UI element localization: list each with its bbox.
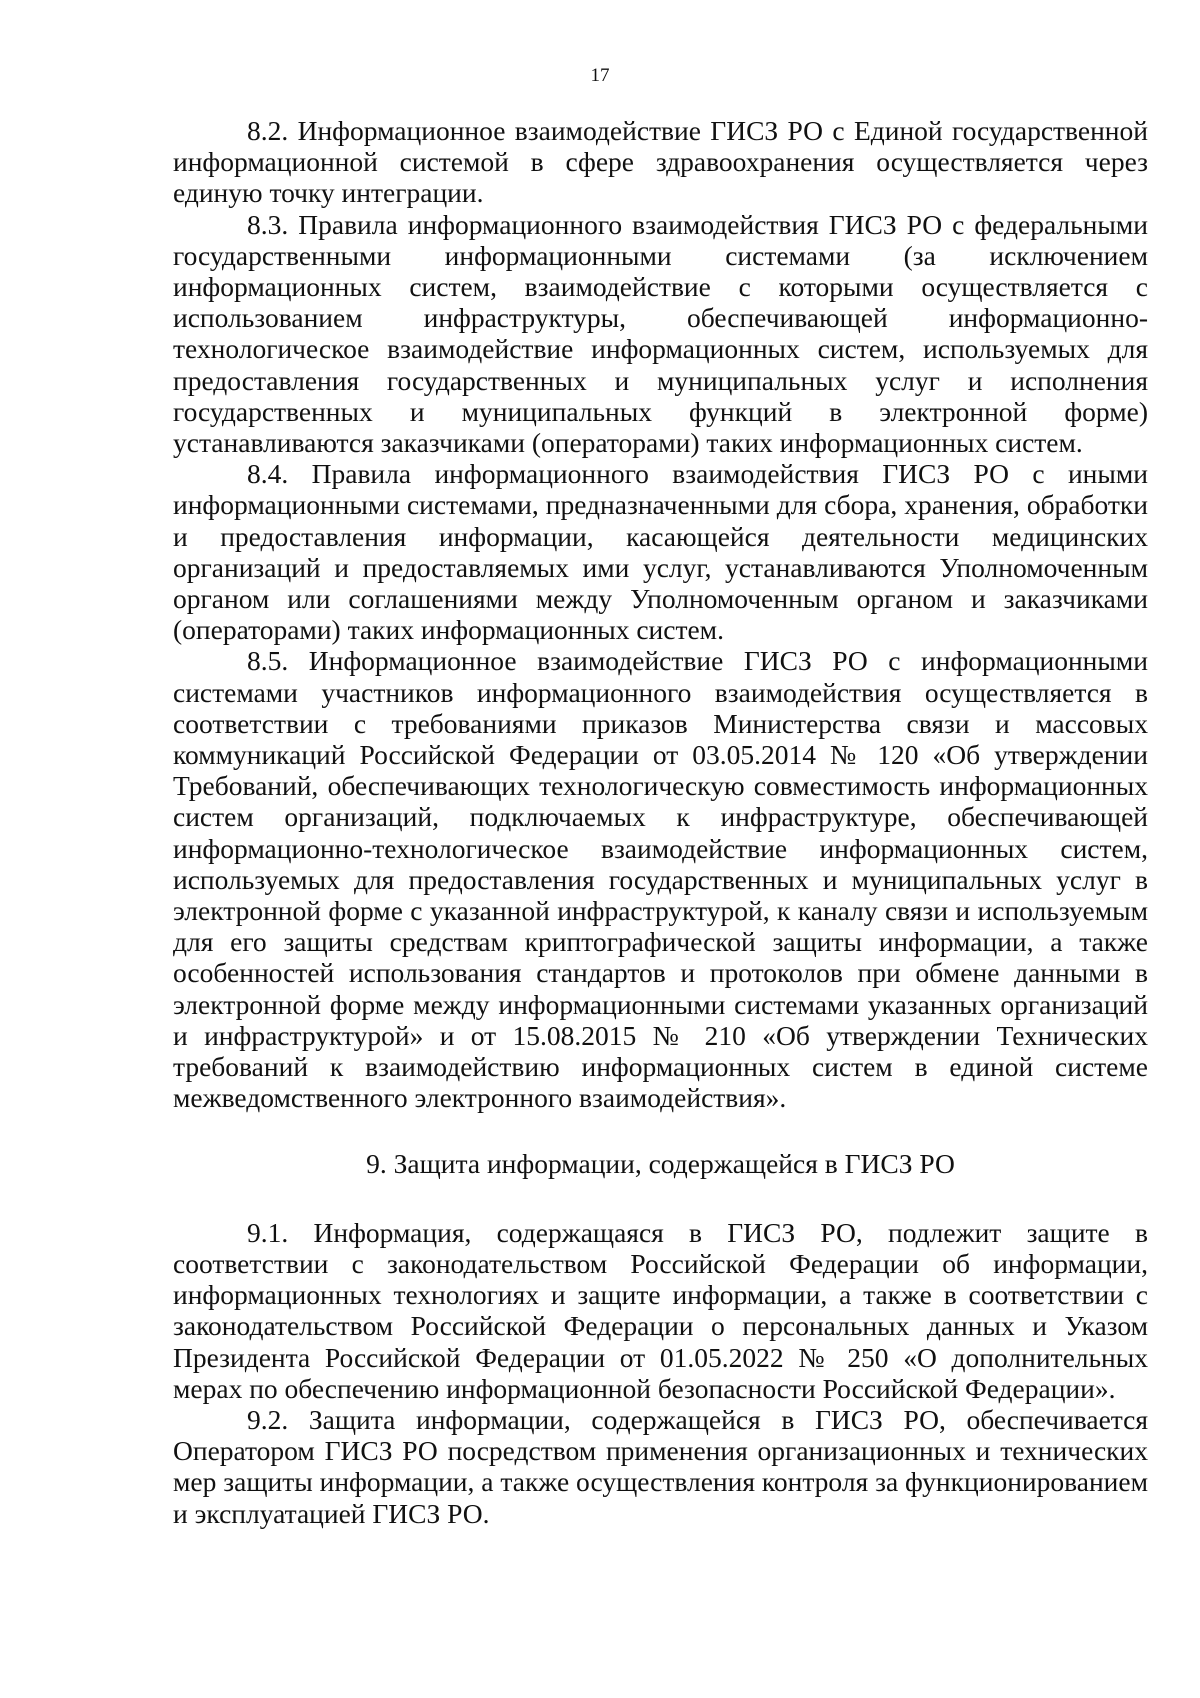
- paragraph-9-2: 9.2. Защита информации, содержащейся в ГИСЗ РО, обеспечивается Оператором ГИСЗ РО посредством применения организационных и технических мер защиты информации, а также осуществления контроля за функционированием и эксплуатацией ГИСЗ РО.: [173, 1403, 1148, 1529]
- paragraph-8-4: 8.4. Правила информационного взаимодействия ГИСЗ РО с иными информационными системами, предназначенными для сбора, хранения, обработки и предоставления информации, касающейся деятельности медицинских организаций и предоставляемых ими услуг, устанавливаются Уполномоченным органом или соглашениями между Уполномоченным органом и заказчиками (операторами) таких информационных систем.: [173, 458, 1148, 646]
- paragraph-8-3: 8.3. Правила информационного взаимодействия ГИСЗ РО с федеральными государственными информационными системами (за исключением информационных систем, взаимодействие с которыми осуществляется с использованием инфраструктуры, обеспечивающей информационно-технологическое взаимодействие информационных систем, используемых для предоставления государственных и муниципальных услуг и исполнения государственных и муниципальных функций в электронной форме) устанавливаются заказчиками (операторами) таких информационных систем.: [173, 208, 1148, 459]
- paragraph-8-5: 8.5. Информационное взаимодействие ГИСЗ РО с информационными системами участников информационного взаимодействия осуществляется в соответствии с требованиями приказов Министерства связи и массовых коммуникаций Российской Федерации от 03.05.2014 № 120 «Об утверждении Требований, обеспечивающих технологическую совместимость информационных систем организаций, подключаемых к инфраструктуре, обеспечивающей информационно-технологическое взаимодействие информационных систем, используемых для предоставления государственных и муниципальных услуг в электронной форме с указанной инфраструктурой, к каналу связи и используемым для его защиты средствам криптографической защиты информации, а также особенностей использования стандартов и протоколов при обмене данными в электронной форме между информационными системами указанных организаций и инфраструктурой» и от 15.08.2015 № 210 «Об утверждении Технических требований к взаимодействию информационных систем в единой системе межведомственного электронного взаимодействия».: [173, 645, 1148, 1114]
- paragraph-9-1: 9.1. Информация, содержащаяся в ГИСЗ РО, подлежит защите в соответствии с законодательством Российской Федерации об информации, информационных технологиях и защите информации, а также в соответствии с законодательством Российской Федерации о персональных данных и Указом Президента Российской Федерации от 01.05.2022 № 250 «О дополнительных мерах по обеспечению информационной безопасности Российской Федерации».: [173, 1216, 1148, 1404]
- paragraph-8-2: 8.2. Информационное взаимодействие ГИСЗ РО с Единой государственной информационной системой в сфере здравоохранения осуществляется через единую точку интеграции.: [173, 115, 1148, 209]
- page-number: 17: [590, 65, 610, 86]
- document-body: [173, 115, 1148, 1529]
- section-heading-9: 9. Защита информации, содержащейся в ГИСЗ РО: [366, 1147, 955, 1179]
